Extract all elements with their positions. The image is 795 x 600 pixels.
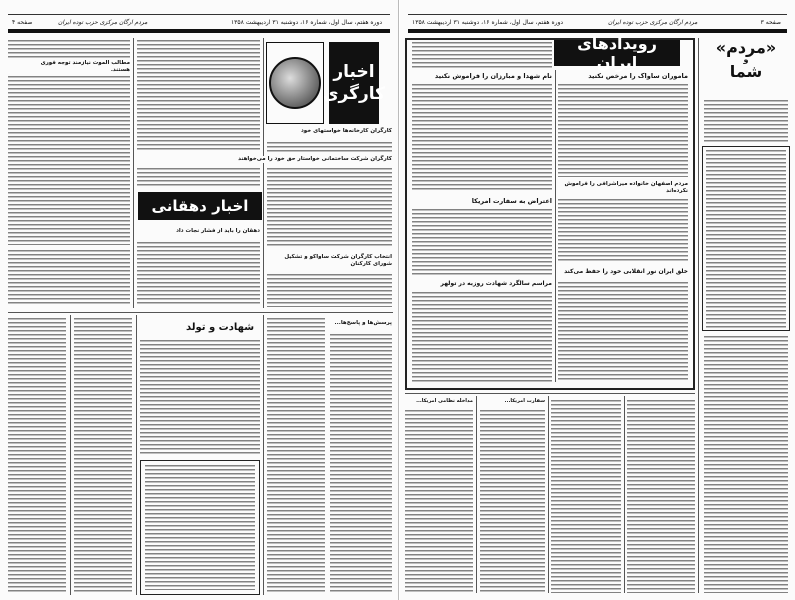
subhead: مردم اصفهان خانواده میراشرافی را فراموش نکرده‌اند: [558, 181, 688, 195]
masthead: مردم ارگان مرکزی حزب توده ایران: [608, 19, 698, 26]
article-text: [8, 40, 130, 58]
article-text: [412, 42, 552, 68]
subhead: مطالب الموت نیازمند توجه فوری هستند.: [20, 60, 130, 74]
article-text: [137, 168, 260, 188]
issue-line: دوره هفتم، سال اول، شماره ۱۶، دوشنبه ۳۱ اردیبهشت ۱۳۵۸: [230, 19, 382, 26]
article-text: [140, 340, 260, 455]
people-and-you-title: [702, 40, 790, 80]
article-text: [267, 142, 392, 152]
article-text: [706, 150, 786, 328]
article-text: [8, 76, 130, 245]
right-page: [400, 0, 795, 600]
article-text: [412, 292, 552, 382]
article-text: [551, 400, 621, 593]
page-number: صفحه ۳: [760, 19, 781, 26]
left-page-header: [8, 14, 390, 33]
article-text: [8, 318, 66, 593]
subhead: دهقان را باید از فشار نجات داد: [140, 228, 260, 235]
article-text: [704, 336, 788, 593]
subhead: کارگران کارخانه‌ها خواستهای خود: [267, 128, 392, 135]
article-text: [558, 84, 688, 177]
subhead: خلق ایران نور انقلابی خود را حفظ می‌کند: [558, 268, 688, 276]
article-text: [137, 40, 260, 152]
title-line: شما: [729, 62, 763, 81]
subhead: مداخله نظامی امریکا...: [405, 398, 473, 404]
subhead: اعتراض به سفارت امریکا: [412, 197, 552, 205]
iran-events-title: رویدادهای ایران: [554, 40, 680, 66]
article-text: [558, 282, 688, 382]
title-line: و: [743, 55, 749, 64]
subhead: انتخاب کارگران شرکت ساواکو و تشکیل شورای کارکنان: [267, 254, 392, 268]
article-text: [558, 199, 688, 263]
article-text: [8, 250, 130, 305]
article-text: [412, 209, 552, 275]
workers-illustration: [266, 42, 324, 124]
article-text: [627, 400, 695, 593]
article-text: [267, 168, 392, 248]
article-text: [330, 334, 392, 593]
masthead: مردم ارگان مرکزی حزب توده ایران: [58, 19, 148, 26]
article-text: [74, 318, 132, 593]
issue-line: دوره هفتم، سال اول، شماره ۱۶، دوشنبه ۳۱ اردیبهشت ۱۳۵۸: [412, 19, 564, 26]
workers-news-title: اخبار کارگری: [329, 42, 379, 124]
subhead: سفارت امریکا...: [480, 398, 545, 404]
page-number: صفحه ۴: [12, 19, 33, 26]
article-text: [412, 84, 552, 192]
article-text: [145, 465, 255, 590]
subhead: کارگران شرکت ساختمانی خواستار حق خود را می‌خواهند: [137, 156, 392, 163]
right-page-header: [408, 14, 787, 33]
article-text: [480, 410, 545, 593]
article-text: [267, 318, 325, 593]
article-text: [405, 410, 473, 593]
subhead: نام شهدا و مبارزان را فراموش نکنید: [412, 72, 552, 80]
article-text: [137, 242, 260, 305]
article-text: [267, 274, 392, 307]
subhead: پرسش‌ها و پاسخ‌ها...: [330, 320, 392, 327]
subhead: ماموران ساواک را مرخص نکنید: [558, 72, 688, 80]
article-text: [704, 100, 788, 142]
subhead: مراسم سالگرد شهادت روزبه در تولهر: [412, 280, 552, 288]
title-line: «مردم»: [715, 38, 777, 57]
peasants-news-title: اخبار دهقانی: [138, 192, 262, 220]
martyrdom-birth-title: شهادت و تولد: [180, 322, 260, 333]
